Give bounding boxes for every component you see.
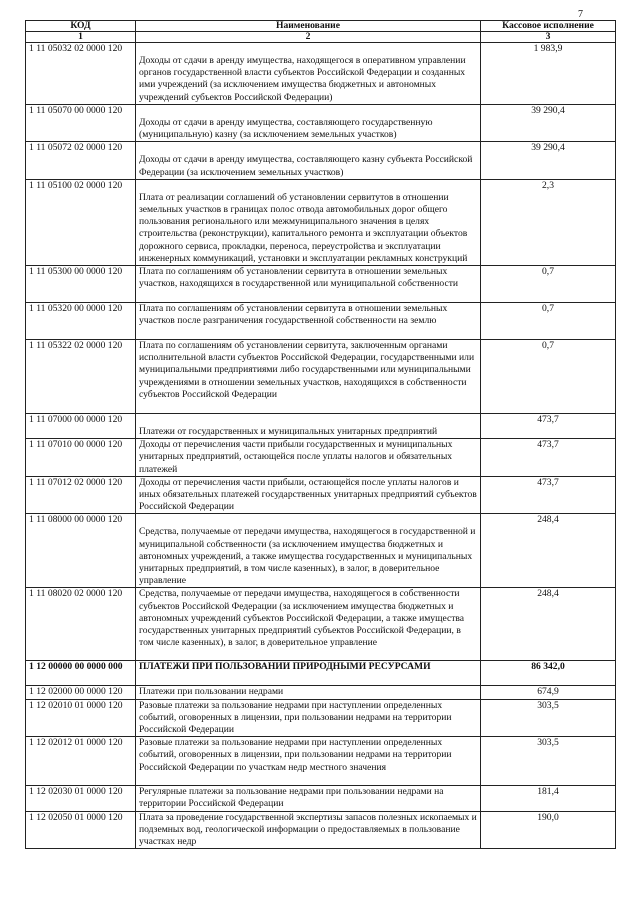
row-name: Доходы от перечисления части прибыли, остающейся после уплаты налогов и иных обязательных платежей государственных унитарных предприятий субъектов Российской Федерации [136,476,481,514]
row-code: 1 11 08020 02 0000 120 [26,588,136,661]
row-amount: 248,4 [481,514,616,588]
row-amount: 248,4 [481,588,616,661]
row-code: 1 12 02012 01 0000 120 [26,737,136,786]
row-name: Средства, получаемые от передачи имущества, находящегося в государственной и муниципальной собственности (за исключением имущества бюджетных и автономных учреждений, а также имущества государственных и муниципальных унитарных предприятий, в том числе казенных), в залог, в доверительное управление [136,514,481,588]
row-name: ПЛАТЕЖИ ПРИ ПОЛЬЗОВАНИИ ПРИРОДНЫМИ РЕСУРСАМИ [136,661,481,686]
row-amount: 303,5 [481,699,616,737]
row-name: Доходы от сдачи в аренду имущества, находящегося в оперативном управлении органов государственной власти субъектов Российской Федерации и созданных ими учреждений (за исключением имущества бюджетных и автономных учреждений субъектов Российской Федерации) [136,43,481,105]
row-code: 1 11 05070 00 0000 120 [26,105,136,142]
row-amount: 0,7 [481,340,616,414]
page-number: 7 [578,9,583,20]
row-name: Плата за проведение государственной экспертизы запасов полезных ископаемых и подземных вод, геологической информации о предоставляемых в пользование участках недр [136,811,481,849]
table-row [26,476,616,514]
table-row [26,588,616,661]
row-amount: 473,7 [481,414,616,439]
table-row [26,786,616,811]
row-name: Платежи при пользовании недрами [136,686,481,699]
row-code: 1 12 00000 00 0000 000 [26,661,136,686]
row-code: 1 12 02050 01 0000 120 [26,811,136,849]
header-amount: Кассовое исполнение [481,21,616,32]
row-amount: 1 983,9 [481,43,616,105]
row-name: Плата по соглашениям об установлении сервитута в отношении земельных участков после разграничения государственной собственности на землю [136,303,481,340]
budget-execution-table [25,20,616,849]
row-amount: 86 342,0 [481,661,616,686]
row-code: 1 12 02000 00 0000 120 [26,686,136,699]
row-code: 1 12 02010 01 0000 120 [26,699,136,737]
table-row [26,142,616,179]
row-amount: 39 290,4 [481,105,616,142]
row-amount: 473,7 [481,476,616,514]
column-number-3: 3 [481,32,616,43]
row-amount: 0,7 [481,303,616,340]
table-row [26,439,616,477]
row-name: Плата по соглашениям об установлении сервитута, заключенным органами исполнительной власти субъектов Российской Федерации, государственными или муниципальными предприятиями либо государственными или муниципальными учреждениями в отношении земельных участков, находящихся в собственности субъектов Российской Федерации [136,340,481,414]
row-code: 1 11 08000 00 0000 120 [26,514,136,588]
row-name: Разовые платежи за пользование недрами при наступлении определенных событий, оговоренных в лицензии, при пользовании недрами на территории Российской Федерации по участкам недр местного значения [136,737,481,786]
row-amount: 2,3 [481,179,616,265]
table-row [26,340,616,414]
table-row [26,737,616,786]
table-row [26,514,616,588]
table-row [26,414,616,439]
row-code: 1 11 05072 02 0000 120 [26,142,136,179]
column-number-2: 2 [136,32,481,43]
row-code: 1 11 05320 00 0000 120 [26,303,136,340]
row-code: 1 12 02030 01 0000 120 [26,786,136,811]
header-row [26,21,616,32]
row-name: Доходы от перечисления части прибыли государственных и муниципальных унитарных предприятий, остающейся после уплаты налогов и обязательных платежей [136,439,481,477]
row-name: Доходы от сдачи в аренду имущества, составляющего казну субъекта Российской Федерации (за исключением земельных участков) [136,142,481,179]
row-code: 1 11 05322 02 0000 120 [26,340,136,414]
row-amount: 303,5 [481,737,616,786]
row-code: 1 11 07000 00 0000 120 [26,414,136,439]
column-number-1: 1 [26,32,136,43]
table-row [26,811,616,849]
row-name: Разовые платежи за пользование недрами при наступлении определенных событий, оговоренных в лицензии, при пользовании недрами на территории Российской Федерации [136,699,481,737]
row-amount: 190,0 [481,811,616,849]
table-row [26,699,616,737]
row-amount: 0,7 [481,266,616,303]
row-name: Средства, получаемые от передачи имущества, находящегося в собственности субъектов Российской Федерации (за исключением имущества бюджетных и автономных учреждений субъектов Российской Федерации, а также имущества государственных унитарных предприятий субъектов Российской Федерации, в том числе казенных), в залог, в доверительное управление [136,588,481,661]
header-name: Наименование [136,21,481,32]
row-name: Регулярные платежи за пользование недрами при пользовании недрами на территории Российской Федерации [136,786,481,811]
row-amount: 181,4 [481,786,616,811]
row-name: Плата от реализации соглашений об установлении сервитутов в отношении земельных участков в границах полос отвода автомобильных дорог общего пользования регионального или межмуниципального значения в целях строительства (реконструкции), капитального ремонта и эксплуатации объектов дорожного сервиса, прокладки, переноса, переустройства и эксплуатации инженерных коммуникаций, установки и эксплуатации рекламных конструкций [136,179,481,265]
row-code: 1 11 07010 00 0000 120 [26,439,136,477]
row-name: Платежи от государственных и муниципальных унитарных предприятий [136,414,481,439]
table-row [26,303,616,340]
header-code: КОД [26,21,136,32]
table-row-section [26,661,616,686]
row-amount: 39 290,4 [481,142,616,179]
row-code: 1 11 05032 02 0000 120 [26,43,136,105]
row-code: 1 11 07012 02 0000 120 [26,476,136,514]
row-code: 1 11 05300 00 0000 120 [26,266,136,303]
table-row [26,266,616,303]
table-row [26,686,616,699]
table-row [26,43,616,105]
row-code: 1 11 05100 02 0000 120 [26,179,136,265]
table-row [26,179,616,265]
row-name: Доходы от сдачи в аренду имущества, составляющего государственную (муниципальную) казну (за исключением земельных участков) [136,105,481,142]
table-row [26,105,616,142]
row-amount: 473,7 [481,439,616,477]
row-amount: 674,9 [481,686,616,699]
row-name: Плата по соглашениям об установлении сервитута в отношении земельных участков, находящихся в государственной или муниципальной собственности [136,266,481,303]
column-number-row [26,32,616,43]
